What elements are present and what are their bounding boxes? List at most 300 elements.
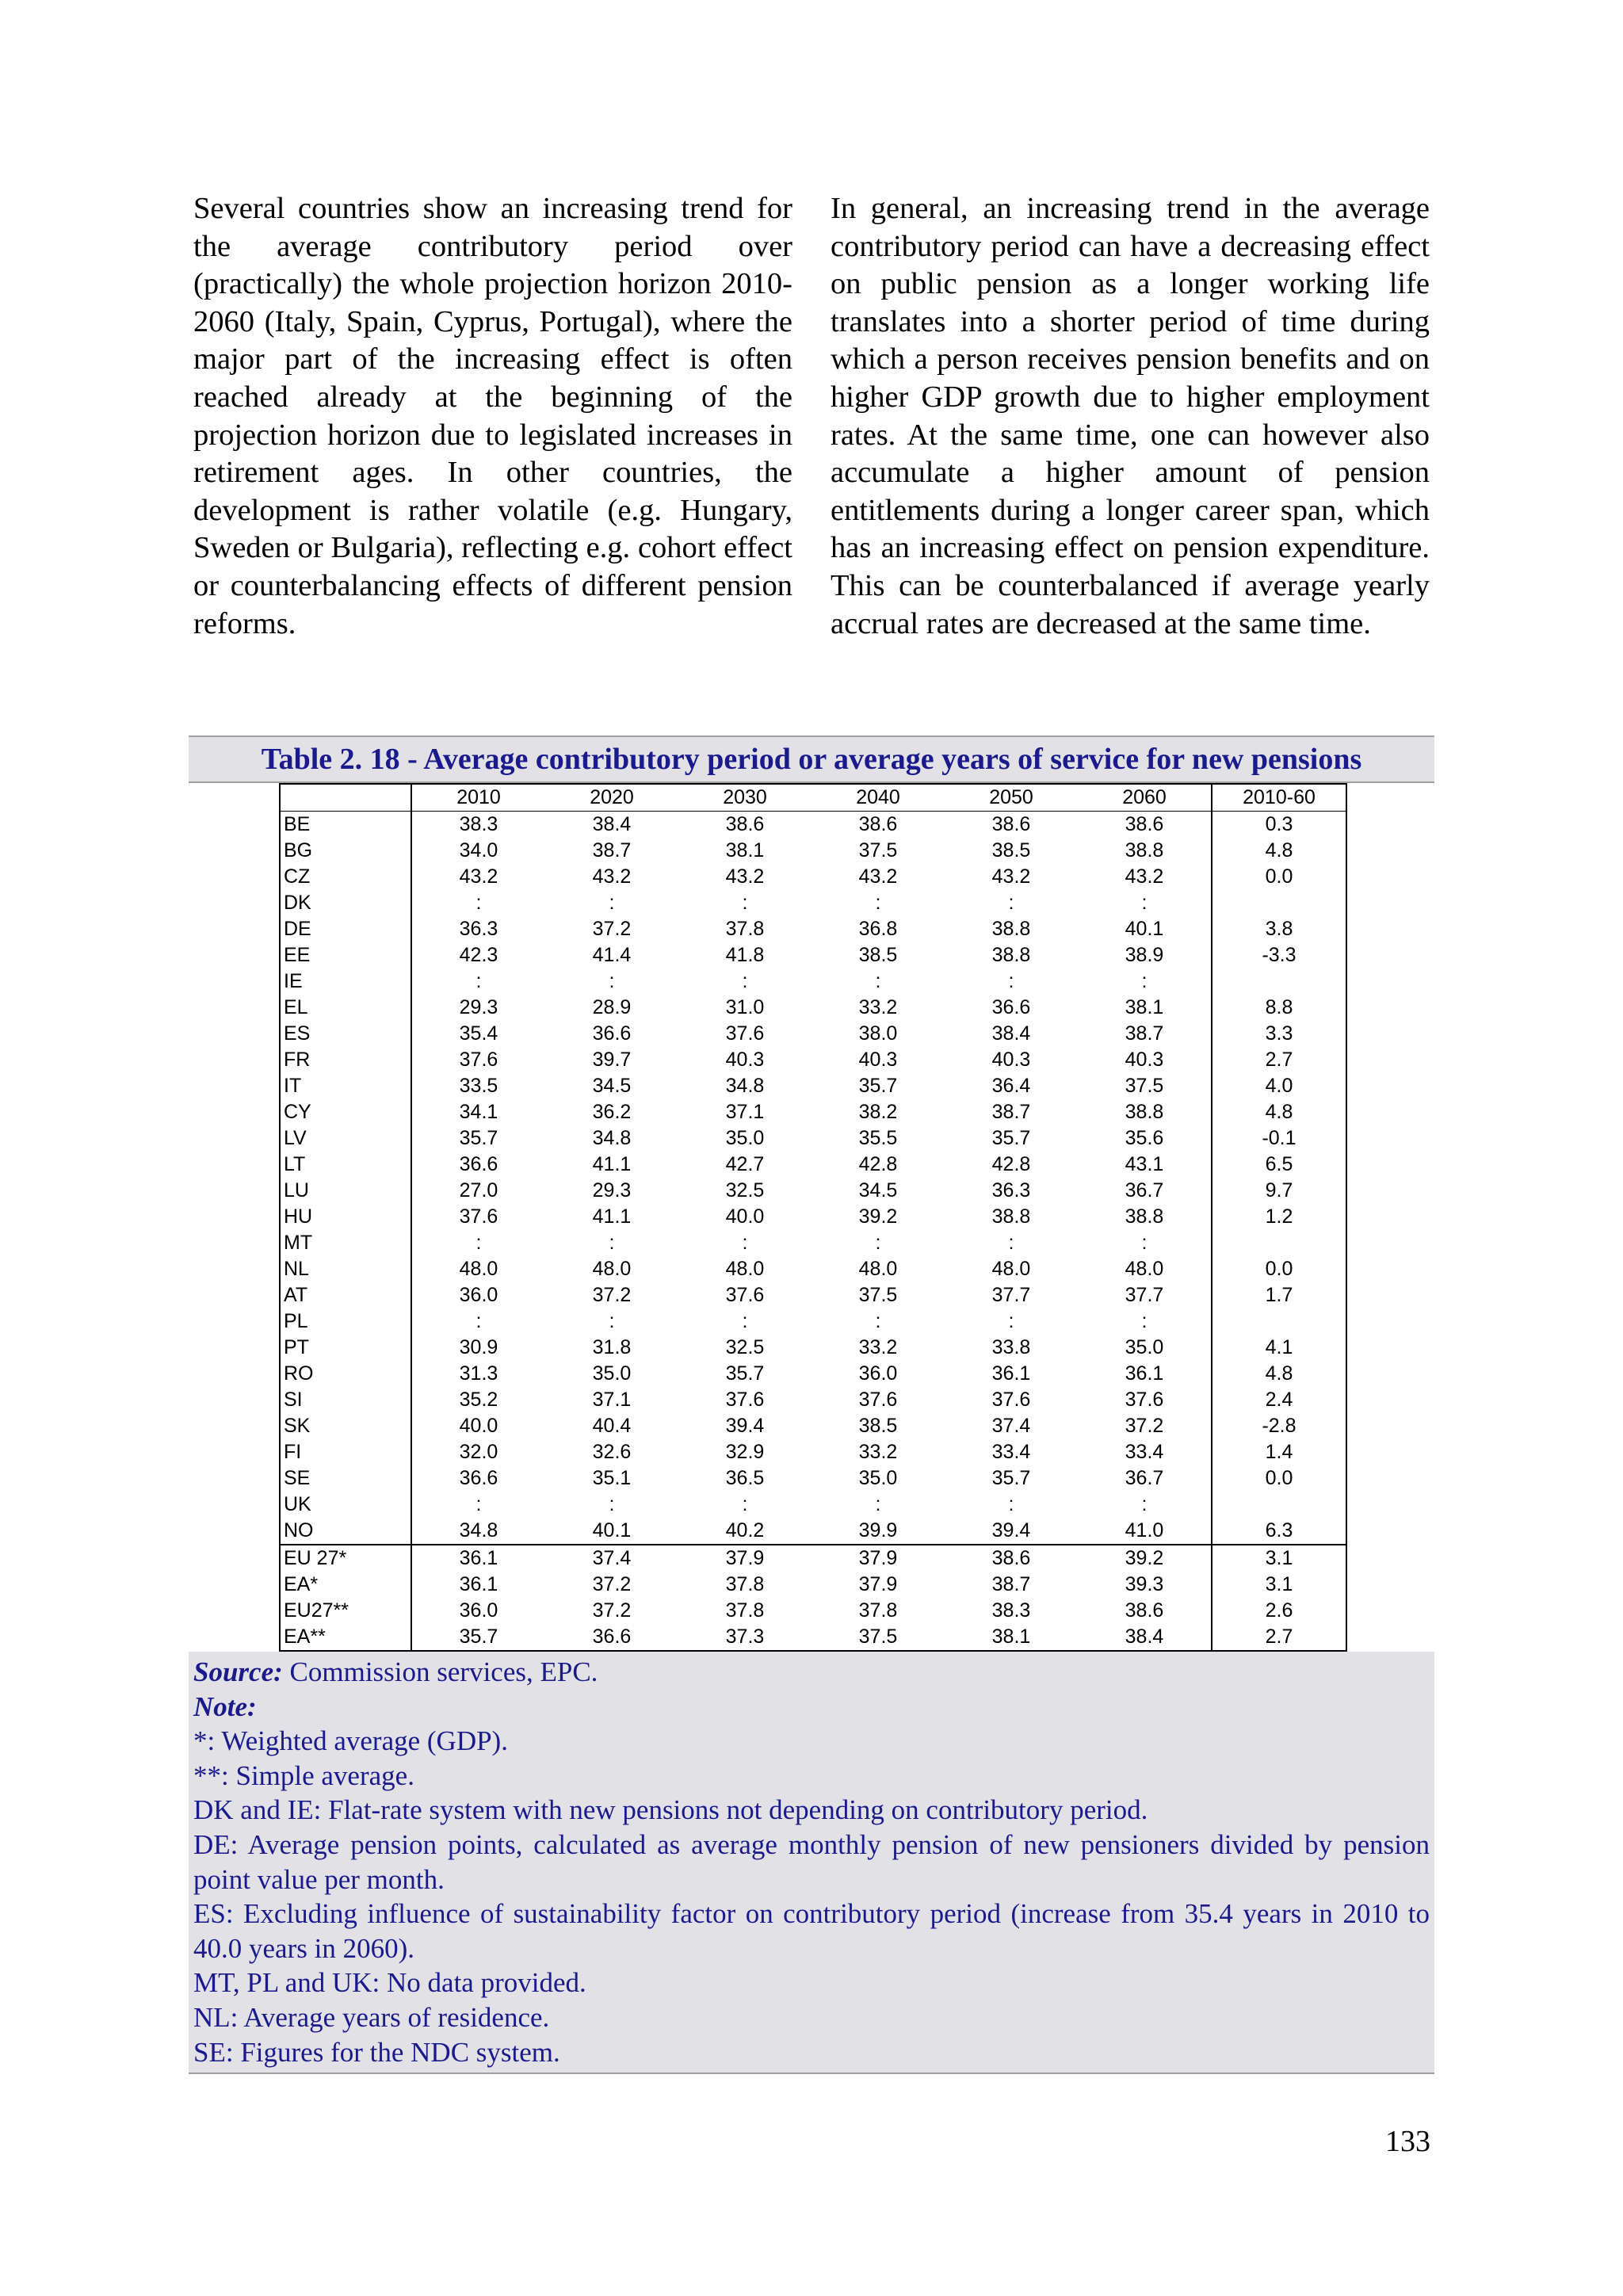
table-cell: 35.7	[725, 1362, 765, 1385]
table-cell: 38.4	[1078, 1624, 1212, 1651]
table-cell: 36.1	[991, 1362, 1031, 1385]
table-cell: :	[609, 970, 615, 992]
table-cell: :	[411, 890, 545, 916]
table-cell: 32.5	[725, 1179, 765, 1201]
table-cell: 37.9	[812, 1545, 945, 1572]
column-header: 2030	[678, 784, 812, 812]
row-label: DE	[280, 916, 411, 942]
table-block	[189, 735, 1434, 2074]
table-cell: :	[742, 1310, 748, 1332]
table-cell: 34.8	[592, 1127, 632, 1149]
row-label: EL	[280, 995, 411, 1021]
table-row	[280, 1073, 1346, 1099]
table-row-aggregate	[280, 1624, 1346, 1651]
table-cell: 35.7	[858, 1075, 898, 1097]
table-cell: 41.1	[592, 1153, 632, 1175]
table-cell: 3.8	[1212, 916, 1346, 942]
table-cell: 37.6	[411, 1047, 545, 1073]
table-cell: 37.6	[725, 1022, 765, 1045]
table-row	[280, 1204, 1346, 1230]
table-row	[280, 916, 1346, 942]
table-cell: 35.7	[411, 1125, 545, 1152]
table-cell: :	[1008, 1232, 1014, 1254]
row-label: LT	[280, 1152, 411, 1178]
table-cell: 39.4	[991, 1519, 1031, 1541]
table-cell: 39.4	[725, 1415, 765, 1437]
table-cell: 3.1	[1212, 1545, 1346, 1572]
table-cell: 32.5	[725, 1336, 765, 1358]
table-cell: 43.2	[592, 865, 632, 888]
table-cell: 40.3	[1078, 1047, 1212, 1073]
table-cell: 34.1	[411, 1099, 545, 1125]
row-label: NL	[280, 1256, 411, 1282]
table-cell: 35.0	[1078, 1335, 1212, 1361]
row-label: EA**	[280, 1624, 411, 1651]
data-table	[279, 783, 1347, 1652]
table-cell: 38.3	[991, 1599, 1031, 1622]
table-cell: 38.4	[991, 1022, 1031, 1045]
table-row	[280, 1125, 1346, 1152]
table-cell: 0.0	[1212, 1465, 1346, 1492]
table-cell: 29.3	[592, 1179, 632, 1201]
table-cell: 37.8	[725, 1599, 765, 1622]
row-label: PT	[280, 1335, 411, 1361]
table-cell: :	[411, 1230, 545, 1256]
table-cell: 34.0	[411, 838, 545, 864]
table-cell: 37.2	[592, 1573, 632, 1595]
table-cell: 39.9	[858, 1519, 898, 1541]
table-cell: :	[1078, 1230, 1212, 1256]
table-row-aggregate	[280, 1545, 1346, 1572]
table-cell: 42.8	[858, 1153, 898, 1175]
table-cell: 35.2	[411, 1387, 545, 1413]
table-row	[280, 812, 1346, 839]
table-row	[280, 995, 1346, 1021]
table-cell	[1212, 1492, 1346, 1518]
table-cell: 35.0	[725, 1127, 765, 1149]
table-cell: 38.1	[1078, 995, 1212, 1021]
row-label: CZ	[280, 864, 411, 890]
table-cell: 38.8	[991, 918, 1031, 940]
table-cell: 37.6	[1078, 1387, 1212, 1413]
table-header-row	[280, 784, 1346, 812]
table-cell: 38.8	[991, 944, 1031, 966]
table-cell: 35.1	[592, 1467, 632, 1489]
row-label: IT	[280, 1073, 411, 1099]
table-cell: 40.0	[411, 1413, 545, 1439]
table-cell: :	[1008, 892, 1014, 914]
table-cell: 38.8	[991, 1205, 1031, 1228]
row-label: RO	[280, 1361, 411, 1387]
table-cell: 1.2	[1212, 1204, 1346, 1230]
table-cell: 36.8	[858, 918, 898, 940]
row-label: BE	[280, 812, 411, 839]
table-cell: 43.2	[858, 865, 898, 888]
table-cell: 38.7	[991, 1101, 1031, 1123]
column-header: 2010-60	[1212, 784, 1346, 812]
row-label: PL	[280, 1308, 411, 1335]
table-cell: 38.4	[592, 813, 632, 835]
table-cell: :	[411, 1308, 545, 1335]
column-header: 2020	[545, 784, 678, 812]
table-cell: :	[875, 970, 881, 992]
table-row-aggregate	[280, 1572, 1346, 1598]
table-cell: 0.0	[1212, 1256, 1346, 1282]
table-cell: 39.7	[592, 1049, 632, 1071]
table-cell: 37.6	[725, 1389, 765, 1411]
table-cell: :	[609, 1310, 615, 1332]
table-cell: 40.3	[858, 1049, 898, 1071]
table-cell: 40.3	[725, 1049, 765, 1071]
table-row	[280, 942, 1346, 968]
table-cell: 36.0	[411, 1598, 545, 1624]
table-cell: 48.0	[411, 1256, 545, 1282]
table-cell: 37.3	[678, 1624, 812, 1651]
table-cell: 32.0	[411, 1439, 545, 1465]
table-cell: 40.1	[1078, 916, 1212, 942]
row-label: UK	[280, 1492, 411, 1518]
table-cell: 41.4	[592, 944, 632, 966]
table-row	[280, 1021, 1346, 1047]
table-cell: :	[411, 968, 545, 995]
table-cell: 33.2	[858, 1441, 898, 1463]
table-cell: :	[609, 1493, 615, 1515]
table-cell: 38.3	[411, 812, 545, 839]
table-cell: 36.1	[411, 1545, 545, 1572]
table-cell: 33.2	[858, 996, 898, 1018]
table-cell: 37.7	[1078, 1282, 1212, 1308]
row-label: BG	[280, 838, 411, 864]
table-cell: 33.2	[858, 1336, 898, 1358]
table-cell: 38.6	[945, 1545, 1078, 1572]
table-cell: 36.1	[411, 1572, 545, 1598]
table-row	[280, 1282, 1346, 1308]
column-header: 2060	[1078, 784, 1212, 812]
table-cell: 30.9	[411, 1335, 545, 1361]
table-cell: :	[742, 1493, 748, 1515]
table-cell: 42.7	[725, 1153, 765, 1175]
table-cell	[1212, 1230, 1346, 1256]
table-row	[280, 890, 1346, 916]
table-cell: 48.0	[1078, 1256, 1212, 1282]
table-cell: 37.2	[592, 1284, 632, 1306]
table-cell: 28.9	[592, 996, 632, 1018]
table-cell: 38.5	[858, 1415, 898, 1437]
source-label: Source:	[193, 1656, 283, 1687]
source-line	[193, 1655, 1430, 1690]
table-cell: 37.6	[858, 1389, 898, 1411]
table-cell: :	[411, 1492, 545, 1518]
table-row	[280, 838, 1346, 864]
table-cell: 32.9	[725, 1441, 765, 1463]
table-cell: 32.6	[592, 1441, 632, 1463]
table-cell: 6.3	[1212, 1518, 1346, 1545]
table-cell: 37.5	[858, 1284, 898, 1306]
table-cell: 35.6	[1078, 1125, 1212, 1152]
table-cell: :	[1078, 890, 1212, 916]
row-label: MT	[280, 1230, 411, 1256]
column-header: 2010	[411, 784, 545, 812]
table-cell	[1212, 968, 1346, 995]
table-cell: 43.2	[725, 865, 765, 888]
row-label: SI	[280, 1387, 411, 1413]
note-label: Note:	[193, 1690, 257, 1722]
row-label: EU 27*	[280, 1545, 411, 1572]
table-cell: 40.3	[991, 1049, 1031, 1071]
row-label: SE	[280, 1465, 411, 1492]
note-line: DK and IE: Flat-rate system with new pensions not depending on contributory period.	[193, 1794, 1148, 1826]
table-cell: 34.5	[858, 1179, 898, 1201]
table-cell: 36.3	[991, 1179, 1031, 1201]
body-text-left: Several countries show an increasing trend for the average contributory period over (practically) the whole projection horizon 2010-2060 (Italy, Spain, Cyprus, Portugal), where the major part of the increasing effect is often reached already at the beginning of the projection horizon due to legislated increases in retirement ages. In other countries, the development is rather volatile (e.g. Hungary, Sweden or Bulgaria), reflecting e.g. cohort effect or counterbalancing effects of different pension reforms.	[193, 192, 792, 640]
table-cell: 39.2	[858, 1205, 898, 1228]
page-number: 133	[1385, 2125, 1430, 2158]
table-row	[280, 1465, 1346, 1492]
table-cell: 38.5	[991, 839, 1031, 861]
table-cell: 37.7	[991, 1284, 1031, 1306]
row-label: ES	[280, 1021, 411, 1047]
table-cell: 33.8	[991, 1336, 1031, 1358]
table-cell: 38.1	[945, 1624, 1078, 1651]
table-cell: 34.5	[592, 1075, 632, 1097]
table-cell: 48.0	[991, 1258, 1031, 1280]
table-cell: 37.6	[991, 1389, 1031, 1411]
table-row	[280, 1387, 1346, 1413]
table-cell: 4.8	[1212, 1099, 1346, 1125]
table-cell: :	[742, 970, 748, 992]
table-cell: 31.3	[411, 1361, 545, 1387]
table-cell: 40.2	[725, 1519, 765, 1541]
table-cell: -0.1	[1212, 1125, 1346, 1152]
table-cell: 38.7	[991, 1573, 1031, 1595]
table-cell: :	[742, 892, 748, 914]
table-cell: 33.5	[411, 1073, 545, 1099]
table-cell: :	[609, 1232, 615, 1254]
table-cell: 29.3	[411, 995, 545, 1021]
table-cell: :	[742, 1232, 748, 1254]
table-row	[280, 1152, 1346, 1178]
table-cell: 38.6	[1078, 1598, 1212, 1624]
table-cell: 40.4	[592, 1415, 632, 1437]
table-cell: -3.3	[1212, 942, 1346, 968]
table-cell: 38.0	[858, 1022, 898, 1045]
table-cell: 37.8	[858, 1599, 898, 1622]
row-label: EE	[280, 942, 411, 968]
table-cell	[1212, 890, 1346, 916]
table-cell: 35.7	[411, 1624, 545, 1651]
table-cell: 37.8	[725, 918, 765, 940]
table-cell: 36.3	[411, 916, 545, 942]
table-cell: -2.8	[1212, 1413, 1346, 1439]
table-cell: 35.0	[858, 1467, 898, 1489]
table-cell: 41.8	[725, 944, 765, 966]
table-row	[280, 1518, 1346, 1545]
table-cell: 38.6	[725, 813, 765, 835]
row-label: DK	[280, 890, 411, 916]
table-cell: 2.7	[1212, 1624, 1346, 1651]
table-row	[280, 864, 1346, 890]
table-cell: 0.3	[1212, 812, 1346, 839]
table-cell: 36.5	[725, 1467, 765, 1489]
row-label: LV	[280, 1125, 411, 1152]
table-cell: 4.8	[1212, 838, 1346, 864]
table-cell: 4.8	[1212, 1361, 1346, 1387]
table-notes	[189, 1652, 1434, 2074]
table-cell: 3.1	[1212, 1572, 1346, 1598]
table-cell: 4.0	[1212, 1073, 1346, 1099]
table-cell: 41.1	[592, 1205, 632, 1228]
column-header: 2050	[945, 784, 1078, 812]
table-cell: 37.1	[725, 1101, 765, 1123]
table-cell: 36.4	[991, 1075, 1031, 1097]
table-cell: 35.7	[991, 1127, 1031, 1149]
table-cell: 36.0	[858, 1362, 898, 1385]
table-cell: 37.6	[411, 1204, 545, 1230]
column-header: 2040	[812, 784, 945, 812]
table-cell: 38.8	[1078, 1099, 1212, 1125]
table-cell: 48.0	[858, 1258, 898, 1280]
table-cell: 38.9	[1078, 942, 1212, 968]
table-cell: 36.6	[592, 1022, 632, 1045]
table-cell: 36.6	[411, 1465, 545, 1492]
table-cell: 37.8	[725, 1573, 765, 1595]
table-cell: 43.2	[411, 864, 545, 890]
table-cell: 42.3	[411, 942, 545, 968]
table-row-aggregate	[280, 1598, 1346, 1624]
column-header	[280, 784, 411, 812]
row-label: SK	[280, 1413, 411, 1439]
table-cell: 43.1	[1078, 1152, 1212, 1178]
table-row	[280, 1361, 1346, 1387]
table-row	[280, 1413, 1346, 1439]
row-label: LU	[280, 1178, 411, 1204]
table-cell	[1212, 1308, 1346, 1335]
table-row	[280, 1178, 1346, 1204]
table-row	[280, 1230, 1346, 1256]
table-cell: 37.2	[1078, 1413, 1212, 1439]
table-cell: 35.7	[991, 1467, 1031, 1489]
table-cell: 36.0	[411, 1282, 545, 1308]
table-cell: 38.7	[592, 839, 632, 861]
note-line: ES: Excluding influence of sustainability factor on contributory period (increase from 35.4 years in 2010 to 40.0 years in 2060).	[193, 1898, 1430, 1964]
table-cell: 2.7	[1212, 1047, 1346, 1073]
table-row	[280, 1099, 1346, 1125]
table-cell: 8.8	[1212, 995, 1346, 1021]
table-title: Table 2. 18 - Average contributory period or average years of service for new pensions	[189, 735, 1434, 783]
table-cell: 36.7	[1078, 1178, 1212, 1204]
table-row	[280, 1256, 1346, 1282]
table-cell: 41.0	[1078, 1518, 1212, 1545]
table-cell: 38.8	[1078, 838, 1212, 864]
table-cell: :	[1008, 1310, 1014, 1332]
row-label: CY	[280, 1099, 411, 1125]
row-label: EU27**	[280, 1598, 411, 1624]
row-label: IE	[280, 968, 411, 995]
row-label: AT	[280, 1282, 411, 1308]
table-cell: 0.0	[1212, 864, 1346, 890]
table-cell: 48.0	[725, 1258, 765, 1280]
table-cell: 36.6	[991, 996, 1031, 1018]
table-cell: 38.7	[1078, 1021, 1212, 1047]
table-cell: 39.2	[1078, 1545, 1212, 1572]
table-cell: 33.4	[991, 1441, 1031, 1463]
table-cell: :	[1008, 970, 1014, 992]
note-line: MT, PL and UK: No data provided.	[193, 1967, 586, 1999]
table-cell: :	[609, 892, 615, 914]
table-cell: 38.6	[858, 813, 898, 835]
table-cell: 37.5	[812, 1624, 945, 1651]
table-cell: :	[1078, 1492, 1212, 1518]
table-cell: 38.2	[858, 1101, 898, 1123]
table-cell: :	[875, 1493, 881, 1515]
row-label: EA*	[280, 1572, 411, 1598]
table-cell: 43.2	[991, 865, 1031, 888]
table-row	[280, 1439, 1346, 1465]
table-cell: 2.4	[1212, 1387, 1346, 1413]
table-row	[280, 1047, 1346, 1073]
table-cell: 37.9	[678, 1545, 812, 1572]
table-row	[280, 968, 1346, 995]
table-cell: :	[875, 892, 881, 914]
table-cell: 43.2	[1078, 864, 1212, 890]
table-cell: 39.3	[1078, 1572, 1212, 1598]
table-cell: 1.4	[1212, 1439, 1346, 1465]
table-cell: 37.6	[725, 1284, 765, 1306]
table-cell: 42.8	[991, 1153, 1031, 1175]
table-cell: 38.8	[1078, 1204, 1212, 1230]
table-cell: 37.2	[592, 1599, 632, 1622]
table-cell: 37.4	[545, 1545, 678, 1572]
table-cell: 3.3	[1212, 1021, 1346, 1047]
row-label: NO	[280, 1518, 411, 1545]
table-cell: 37.5	[1078, 1073, 1212, 1099]
table-cell: :	[1078, 968, 1212, 995]
table-cell: 36.2	[592, 1101, 632, 1123]
table-cell: 34.8	[725, 1075, 765, 1097]
table-cell: 9.7	[1212, 1178, 1346, 1204]
note-line: DE: Average pension points, calculated as average monthly pension of new pensioners divided by pension point value per month.	[193, 1828, 1430, 1895]
table-cell: 37.4	[991, 1415, 1031, 1437]
note-line: **: Simple average.	[193, 1759, 414, 1791]
table-cell: 27.0	[411, 1178, 545, 1204]
table-cell: 48.0	[592, 1258, 632, 1280]
table-cell: 37.1	[592, 1389, 632, 1411]
row-label: HU	[280, 1204, 411, 1230]
table-cell: 35.4	[411, 1021, 545, 1047]
table-cell: 40.0	[725, 1205, 765, 1228]
table-cell: 38.6	[991, 813, 1031, 835]
note-line: NL: Average years of residence.	[193, 2001, 550, 2033]
body-text-right: In general, an increasing trend in the average contributory period can have a decreasing effect on public pension as a longer working life translates into a shorter period of time during which a person receives pension benefits and on higher GDP growth due to higher employment rates. At the same time, one can however also accumulate a higher amount of pension entitlements during a longer career span, which has an increasing effect on pension expenditure. This can be counterbalanced if average yearly accrual rates are decreased at the same time.	[831, 192, 1430, 640]
table-cell: :	[875, 1310, 881, 1332]
table-cell: :	[1008, 1493, 1014, 1515]
table-cell: 37.2	[592, 918, 632, 940]
table-cell: :	[875, 1232, 881, 1254]
table-cell: 31.8	[592, 1336, 632, 1358]
table-row	[280, 1492, 1346, 1518]
table-row	[280, 1308, 1346, 1335]
table-cell: 36.7	[1078, 1465, 1212, 1492]
table-cell: 2.6	[1212, 1598, 1346, 1624]
table-cell: 4.1	[1212, 1335, 1346, 1361]
table-cell: 6.5	[1212, 1152, 1346, 1178]
table-cell: :	[1078, 1308, 1212, 1335]
table-row	[280, 1335, 1346, 1361]
table-cell: 38.6	[1078, 812, 1212, 839]
note-line: *: Weighted average (GDP).	[193, 1725, 508, 1757]
table-cell: 35.0	[592, 1362, 632, 1385]
table-cell: 35.5	[858, 1127, 898, 1149]
